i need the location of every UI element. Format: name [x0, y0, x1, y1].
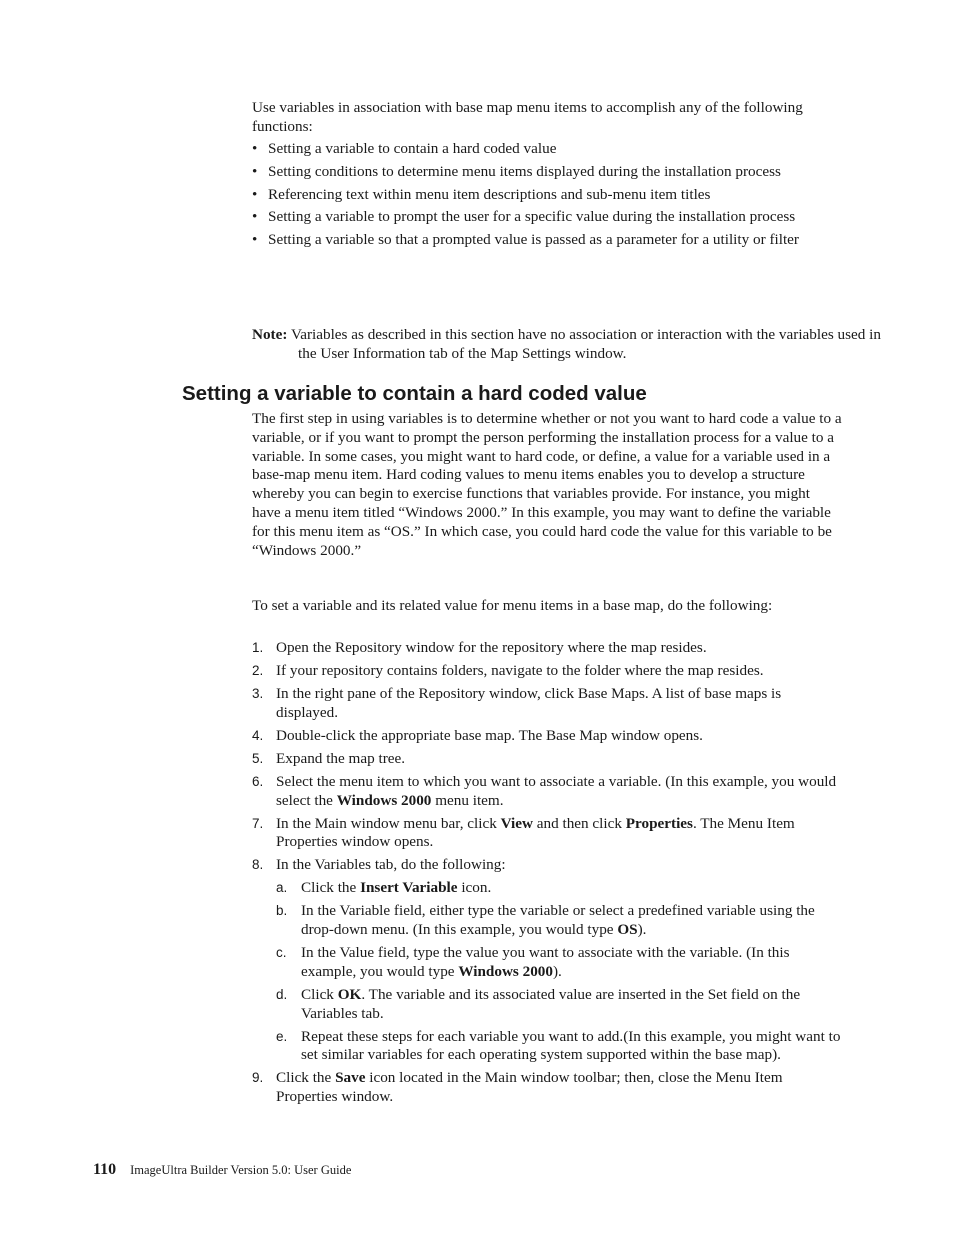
step-number: 8. [252, 857, 264, 873]
note-block [252, 326, 888, 364]
step-item [252, 856, 842, 1065]
function-bullet-list [252, 140, 842, 254]
substep-item [276, 986, 842, 1024]
step-number: 1. [252, 640, 264, 655]
step-text: Open the Repository window for the repository where the map resides. [276, 639, 707, 656]
substep-text: Repeat these steps for each variable you want to add.(In this example, you might want to set similar variables for each operating system supported within the base map). [301, 1027, 841, 1064]
substep-item [276, 1028, 842, 1066]
step-text: If your repository contains folders, navigate to the folder where the map resides. [276, 661, 764, 679]
step-text: In the Variables tab, do the following: [276, 856, 506, 874]
section-heading: Setting a variable to contain a hard coded value [182, 382, 647, 405]
bullet-text: Referencing text within menu item descriptions and sub-menu item titles [268, 185, 711, 203]
substep-letter: b. [276, 903, 288, 919]
ui-term: Windows 2000 [458, 962, 553, 980]
bullet-text: Setting conditions to determine menu items displayed during the installation process [268, 162, 781, 180]
procedure-step-list [252, 639, 842, 1111]
step-number: 2. [252, 662, 264, 678]
substep-item [276, 902, 842, 940]
bullet-text: Setting a variable to contain a hard coded value [268, 140, 557, 157]
step-text: icon located in the Main window toolbar; then, close the Menu Item Properties window. [276, 1069, 783, 1106]
ui-term: Properties [625, 814, 693, 832]
substep-letter: d. [276, 986, 288, 1002]
step-number: 6. [252, 773, 264, 789]
note-text: Variables as described in this section have no association or interaction with the variables used in the User Information tab of the Map Settings window. [290, 326, 881, 362]
step-text: Double-click the appropriate base map. The Base Map window opens. [276, 726, 703, 744]
substep-letter: a. [276, 880, 288, 896]
bullet-item [252, 140, 842, 159]
substep-item [276, 879, 842, 898]
step-item [252, 750, 842, 769]
substep-text: Click [301, 985, 338, 1003]
step-number: 3. [252, 685, 264, 701]
procedure-intro-paragraph: To set a variable and its related value for menu items in a base map, do the following: [252, 597, 773, 614]
page-footer [93, 1161, 693, 1179]
step-item [252, 685, 842, 723]
step-item [252, 815, 842, 853]
substep-text: In the Variable field, either type the variable or select a predefined variable using the drop-down menu. (In this example, you would type [301, 902, 815, 939]
ui-term: Save [335, 1069, 366, 1087]
substep-item [276, 944, 842, 982]
step-item [252, 662, 842, 681]
bullet-marker: • [252, 140, 258, 157]
bullet-item [252, 186, 842, 205]
step-item [252, 727, 842, 746]
substep-letter: c. [276, 945, 287, 961]
ui-term: OS [617, 921, 638, 939]
book-title: ImageUltra Builder Version 5.0: User Guide [130, 1163, 352, 1177]
step-number: 5. [252, 750, 264, 766]
bullet-text: Setting a variable to prompt the user for a specific value during the installation process [268, 208, 796, 226]
step-text: In the Main window menu bar, click [276, 814, 501, 832]
step-text: In the right pane of the Repository window, click Base Maps. A list of base maps is displayed. [276, 684, 782, 721]
substep-text: icon. [457, 879, 492, 897]
step-text: and then click [532, 814, 626, 832]
step-number: 9. [252, 1070, 264, 1086]
substep-letter: e. [276, 1028, 288, 1044]
explanation-paragraph: The first step in using variables is to determine whether or not you want to hard code a value to a variable, or if you want to prompt the person performing the installation process for a value to a variable. In some cases, you might want to hard code, or define, a value for a variable used in a base-map menu item. Hard coding values to menu items enables you to develop a structure whereby you can begin to exercise functions that variables provide. For instance, you might have a menu item titled “Windows 2000.” In this example, you may want to define the variable for this menu item as “OS.” In which case, you could hard code the value for this variable to be “Windows 2000.” [252, 410, 842, 559]
bullet-item [252, 163, 842, 182]
substep-text: In the Value field, type the value you want to associate with the variable. (In this example, you would type [301, 944, 790, 980]
ui-term: View [500, 814, 533, 832]
step-item [252, 773, 842, 811]
substep-text: Click the [301, 879, 361, 897]
step-item [252, 639, 842, 658]
step-number: 4. [252, 727, 264, 743]
bullet-marker: • [252, 231, 258, 249]
bullet-marker: • [252, 185, 258, 203]
ui-term: Windows 2000 [336, 791, 432, 809]
intro-paragraph: Use variables in association with base map menu items to accomplish any of the following functions: [252, 99, 803, 135]
step-text: Select the menu item to which you want to associate a variable. (In this example, you would select the [276, 772, 837, 809]
note-label: Note: [252, 326, 288, 343]
step-item [252, 1069, 842, 1107]
bullet-marker: • [252, 162, 258, 180]
substep-text: . The variable and its associated value are inserted in the Set field on the Variables tab. [301, 985, 801, 1022]
step-text: menu item. [431, 791, 504, 809]
step-number: 7. [252, 815, 264, 831]
bullet-marker: • [252, 208, 258, 226]
bullet-text: Setting a variable so that a prompted value is passed as a parameter for a utility or filter [268, 231, 799, 249]
bullet-item [252, 231, 842, 250]
ui-term: OK [337, 985, 362, 1003]
step-text: . The Menu Item Properties window opens. [276, 814, 795, 851]
step-text: Expand the map tree. [276, 749, 406, 767]
bullet-item [252, 208, 842, 227]
ui-term: Insert Variable [360, 879, 458, 897]
substep-text: ). [553, 962, 562, 980]
page-number: 110 [93, 1161, 117, 1178]
step-text: Click the [276, 1069, 336, 1087]
substep-text: ). [637, 921, 647, 939]
substep-list [276, 879, 842, 1065]
